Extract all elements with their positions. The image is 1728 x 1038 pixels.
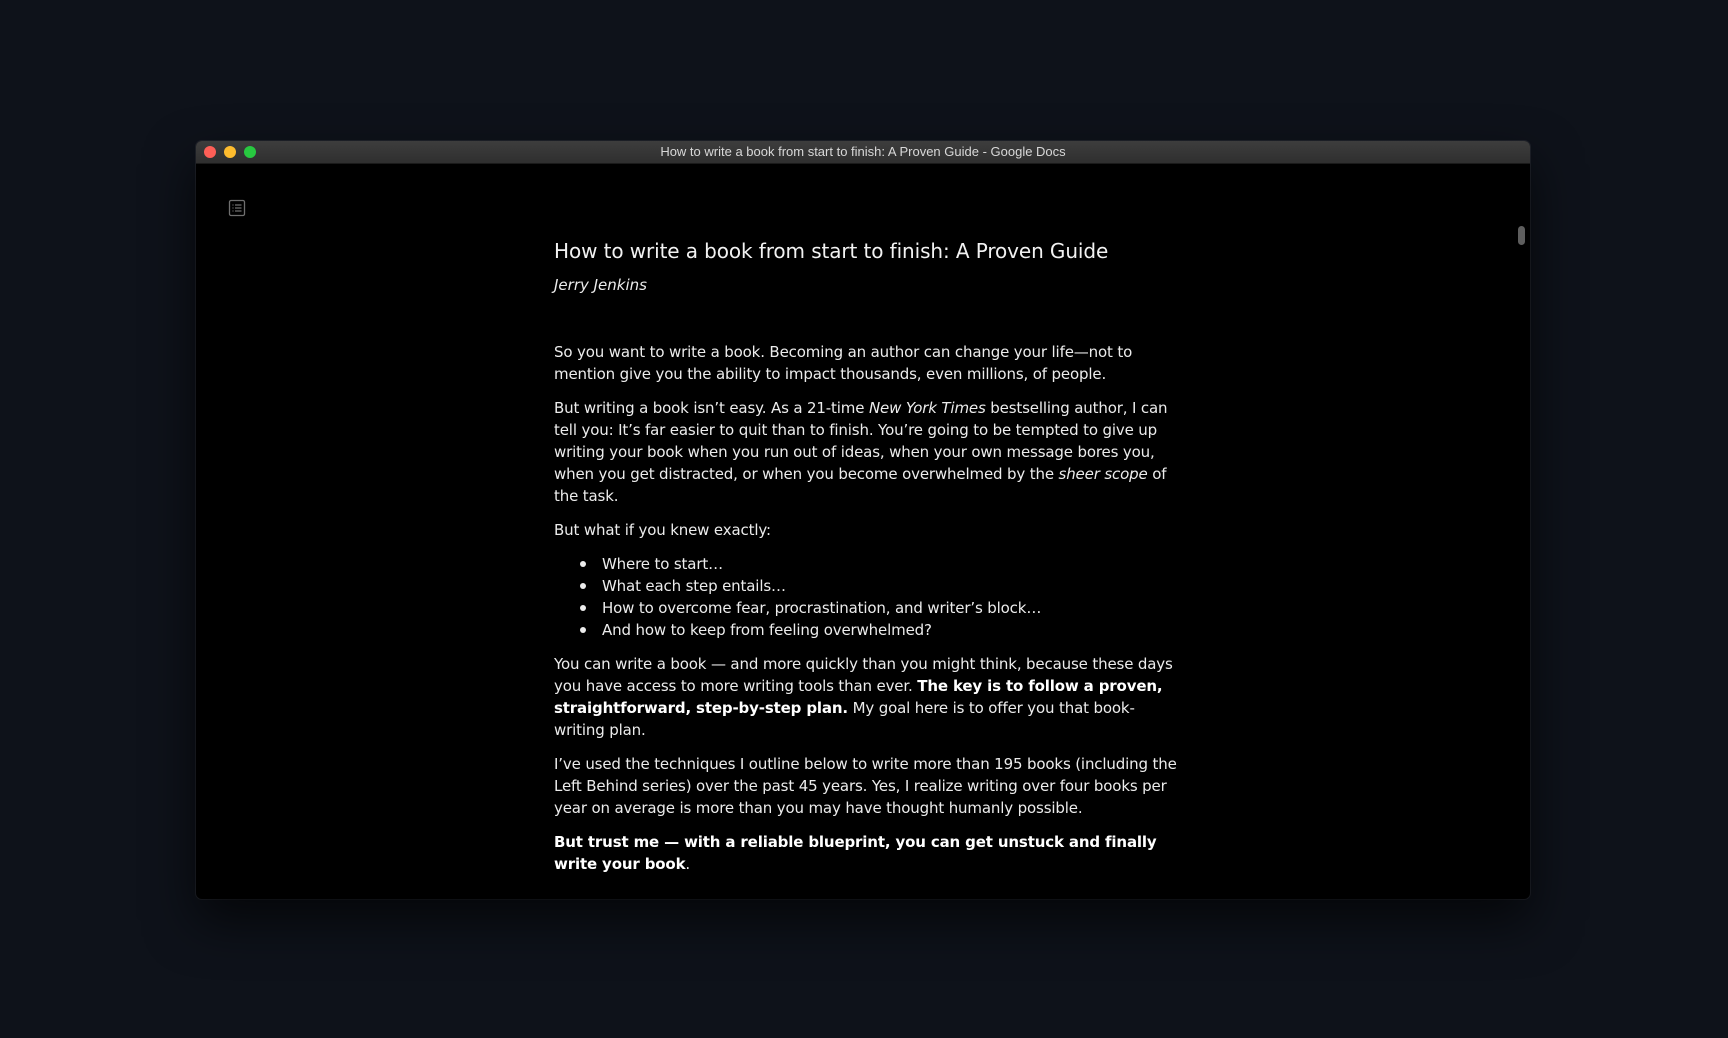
paragraph-not-easy: [554, 397, 1179, 507]
italic-text-run: sheer scope: [1058, 465, 1148, 483]
window-title: How to write a book from start to finish: A Proven Guide - Google Docs: [660, 144, 1066, 159]
text-run: bestselling author, I can tell you: It’s far easier to quit than to finish. You’re going to be tempted to give up writing your book when you run out of ideas, when your own message bores you, when you get distracted, or when you become overwhelmed by the: [554, 399, 1168, 483]
list-item: How to overcome fear, procrastination, and writer’s block…: [602, 597, 1179, 619]
title-bar[interactable]: [196, 141, 1530, 164]
italic-text-run: New York Times: [868, 399, 986, 417]
vertical-scrollbar-thumb[interactable]: [1518, 226, 1525, 245]
paragraph-intro: So you want to write a book. Becoming an author can change your life—not to mention give you the ability to impact thousands, even millions, of people.: [554, 343, 1133, 383]
document-outline-icon[interactable]: [227, 198, 247, 218]
paragraph-what-if: But what if you knew exactly:: [554, 521, 771, 539]
paragraph-you-can: [554, 653, 1179, 741]
document-author: Jerry Jenkins: [554, 276, 647, 294]
paragraph-trust-me: [554, 831, 1179, 875]
text-run: My goal here is to offer you that book-writing plan.: [554, 699, 1135, 739]
document-title: How to write a book from start to finish: A Proven Guide: [554, 239, 1109, 263]
document-body[interactable]: [554, 237, 1179, 887]
text-run: You can write a book — and more quickly than you might think, because these days you have access to more writing tools than ever.: [554, 655, 1173, 695]
list-item: Where to start…: [602, 553, 1179, 575]
text-run: of the task.: [554, 465, 1167, 505]
bold-text-run: But trust me — with a reliable blueprint, you can get unstuck and finally write your book: [554, 833, 1157, 873]
text-run: .: [685, 855, 691, 873]
list-item: And how to keep from feeling overwhelmed?: [602, 619, 1179, 641]
app-window: [196, 141, 1530, 899]
bold-text-run: The key is to follow a proven, straightforward, step-by-step plan.: [554, 677, 1163, 717]
list-item: What each step entails…: [602, 575, 1179, 597]
bullet-list: [554, 553, 1179, 641]
paragraph-experience: I’ve used the techniques I outline below to write more than 195 books (including the Left Behind series) over the past 45 years. Yes, I realize writing over four books per year on average is more than you may have thought humanly possible.: [554, 755, 1177, 817]
text-run: But writing a book isn’t easy. As a 21-time: [554, 399, 869, 417]
